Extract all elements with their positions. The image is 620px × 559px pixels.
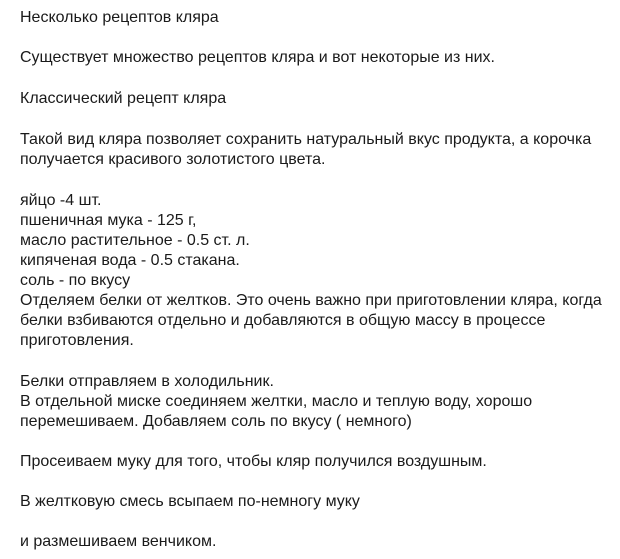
step-text: приготовления.: [20, 332, 134, 349]
step-text: и размешиваем венчиком.: [20, 533, 217, 550]
step-text: Отделяем белки от желтков. Это очень важно при приготовлении кляра, когда: [20, 292, 602, 309]
step-text: белки взбиваются отдельно и добавляются в общую массу в процессе: [20, 312, 546, 329]
step-text: Белки отправляем в холодильник.: [20, 373, 274, 390]
ingredient-item: яйцо -4 шт.: [20, 192, 102, 209]
ingredient-item: соль - по вкусу: [20, 272, 131, 289]
step-text: В отдельной миске соединяем желтки, масло и теплую воду, хорошо: [20, 393, 533, 410]
description-line: получается красивого золотистого цвета.: [20, 151, 326, 168]
step-text: Просеиваем муку для того, чтобы кляр получился воздушным.: [20, 453, 487, 470]
intro-paragraph: Существует множество рецептов кляра и вот некоторые из них.: [20, 49, 495, 66]
description-line: Такой вид кляра позволяет сохранить натуральный вкус продукта, а корочка: [20, 131, 592, 148]
step-text: В желтковую смесь всыпаем по-немногу муку: [20, 493, 360, 510]
recipe-title: Классический рецепт кляра: [20, 90, 227, 107]
document-title: Несколько рецептов кляра: [20, 9, 219, 26]
ingredient-item: кипяченая вода - 0.5 стакана.: [20, 252, 240, 269]
ingredient-item: пшеничная мука - 125 г,: [20, 212, 197, 229]
step-text: перемешиваем. Добавляем соль по вкусу ( немного): [20, 413, 412, 430]
ingredient-item: масло растительное - 0.5 ст. л.: [20, 232, 250, 249]
